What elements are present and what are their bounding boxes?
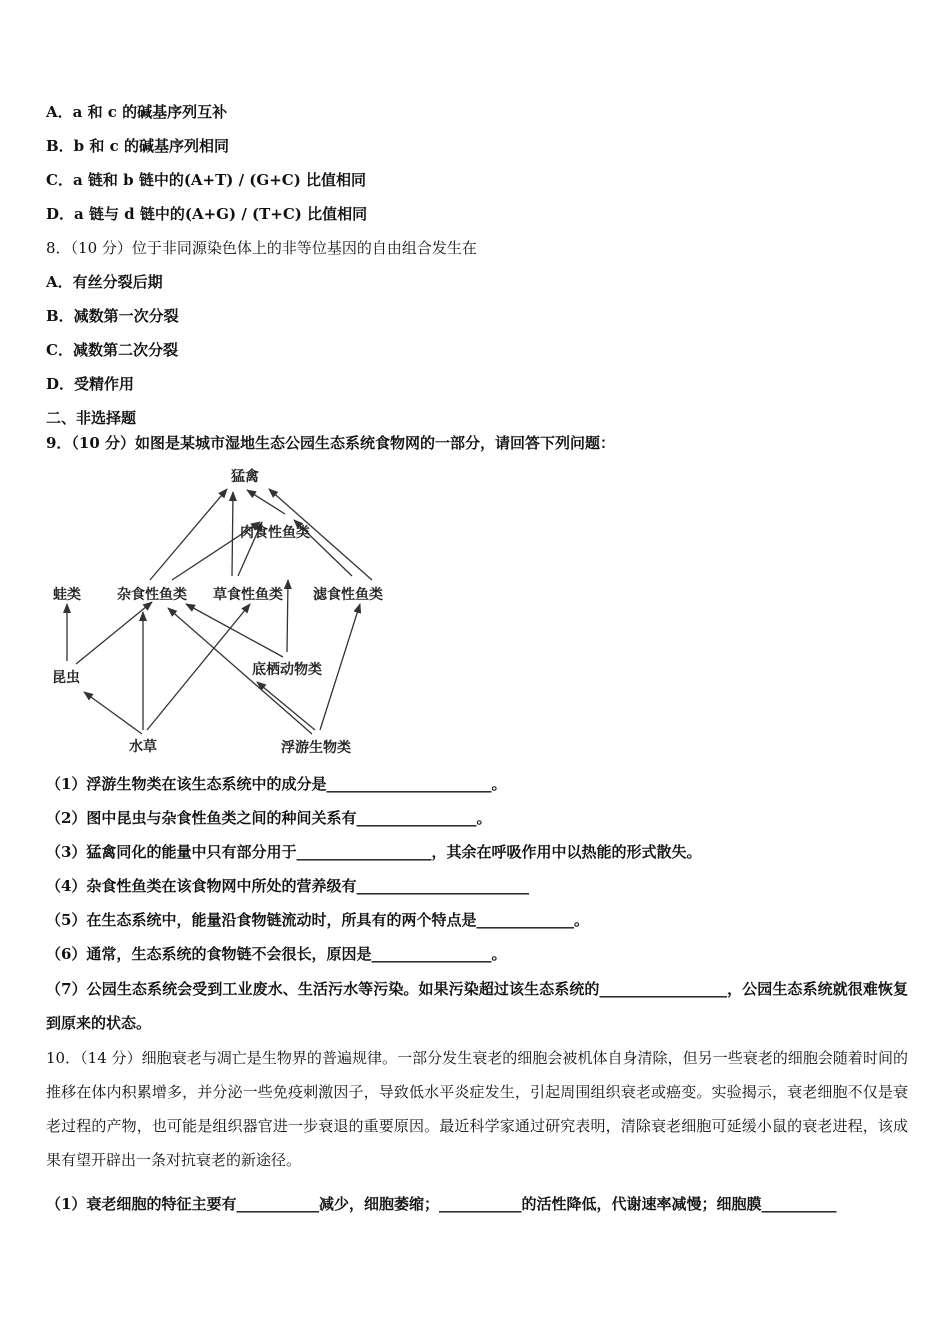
q10-stem: 10．（14 分）细胞衰老与凋亡是生物界的普遍规律。一部分发生衰老的细胞会被机体自身清除，但另一些衰老的细胞会随着时间的推移在体内积累增多，并分泌一些免疫刺激因子，导致低水平炎症发生，引起周围组织衰老或癌变。实验揭示，衰老细胞不仅是衰老过程的产物，也可能是组织器官进一步衰退的重要原因。最近科学家通过研究表明，清除衰老细胞可延缓小鼠的衰老进程，该成果有望开辟出一条对抗衰老的新途径。 xyxy=(46,1049,908,1169)
section-title: 二、非选择题 xyxy=(46,409,137,427)
q9-stem: 9．（10 分）如图是某城市湿地生态公园生态系统食物网的一部分，请回答下列问题： xyxy=(46,434,616,452)
q8-option-c: C．减数第二次分裂 xyxy=(46,341,178,359)
label-benthic: 底栖动物类 xyxy=(252,662,322,678)
q7-option-a: A．a 和 c 的碱基序列互补 xyxy=(46,103,228,121)
q9-sub-4: （4）杂食性鱼类在该食物网中所处的营养级有_______________________ xyxy=(46,877,529,895)
label-insect: 昆虫 xyxy=(52,670,80,686)
q9-sub-1: （1）浮游生物类在该生态系统中的成分是______________________。 xyxy=(46,775,507,793)
q7-option-b: B．b 和 c 的碱基序列相同 xyxy=(46,137,229,155)
q10-sub-1: （1）衰老细胞的特征主要有___________减少，细胞萎缩；___________的活性降低，代谢速率减慢；细胞膜__________ xyxy=(46,1195,837,1213)
q8-option-b: B．减数第一次分裂 xyxy=(46,307,179,325)
q9-sub-7: （7）公园生态系统会受到工业废水、生活污水等污染。如果污染超过该生态系统的_________________，公园生态系统就很难恢复到原来的状态。 xyxy=(46,980,908,1032)
q9-sub-5: （5）在生态系统中，能量沿食物链流动时，所具有的两个特点是_____________。 xyxy=(46,911,589,929)
q7-option-d: D．a 链与 d 链中的(A+G) / (T+C) 比值相同 xyxy=(46,205,368,223)
q8-option-d: D．受精作用 xyxy=(46,375,135,393)
label-omnivore-fish: 杂食性鱼类 xyxy=(117,587,187,603)
label-frog: 蛙类 xyxy=(53,587,81,603)
label-herbivore-fish: 草食性鱼类 xyxy=(213,587,283,603)
label-plankton: 浮游生物类 xyxy=(281,740,351,756)
food-web-diagram xyxy=(40,458,420,763)
q9-sub-2: （2）图中昆虫与杂食性鱼类之间的种间关系有________________。 xyxy=(46,809,492,827)
label-waterweed: 水草 xyxy=(129,739,157,755)
label-raptor: 猛禽 xyxy=(231,469,259,485)
q9-sub-6: （6）通常，生态系统的食物链不会很长，原因是________________。 xyxy=(46,945,507,963)
q8-option-a: A．有丝分裂后期 xyxy=(46,273,163,291)
q8-stem: 8．（10 分）位于非同源染色体上的非等位基因的自由组合发生在 xyxy=(46,239,477,257)
q9-sub-3: （3）猛禽同化的能量中只有部分用于__________________，其余在呼吸作用中以热能的形式散失。 xyxy=(46,843,702,861)
q7-option-c: C．a 链和 b 链中的(A+T) / (G+C) 比值相同 xyxy=(46,171,367,189)
label-filter-fish: 滤食性鱼类 xyxy=(313,587,383,603)
label-carnivore-fish: 肉食性鱼类 xyxy=(240,525,310,541)
